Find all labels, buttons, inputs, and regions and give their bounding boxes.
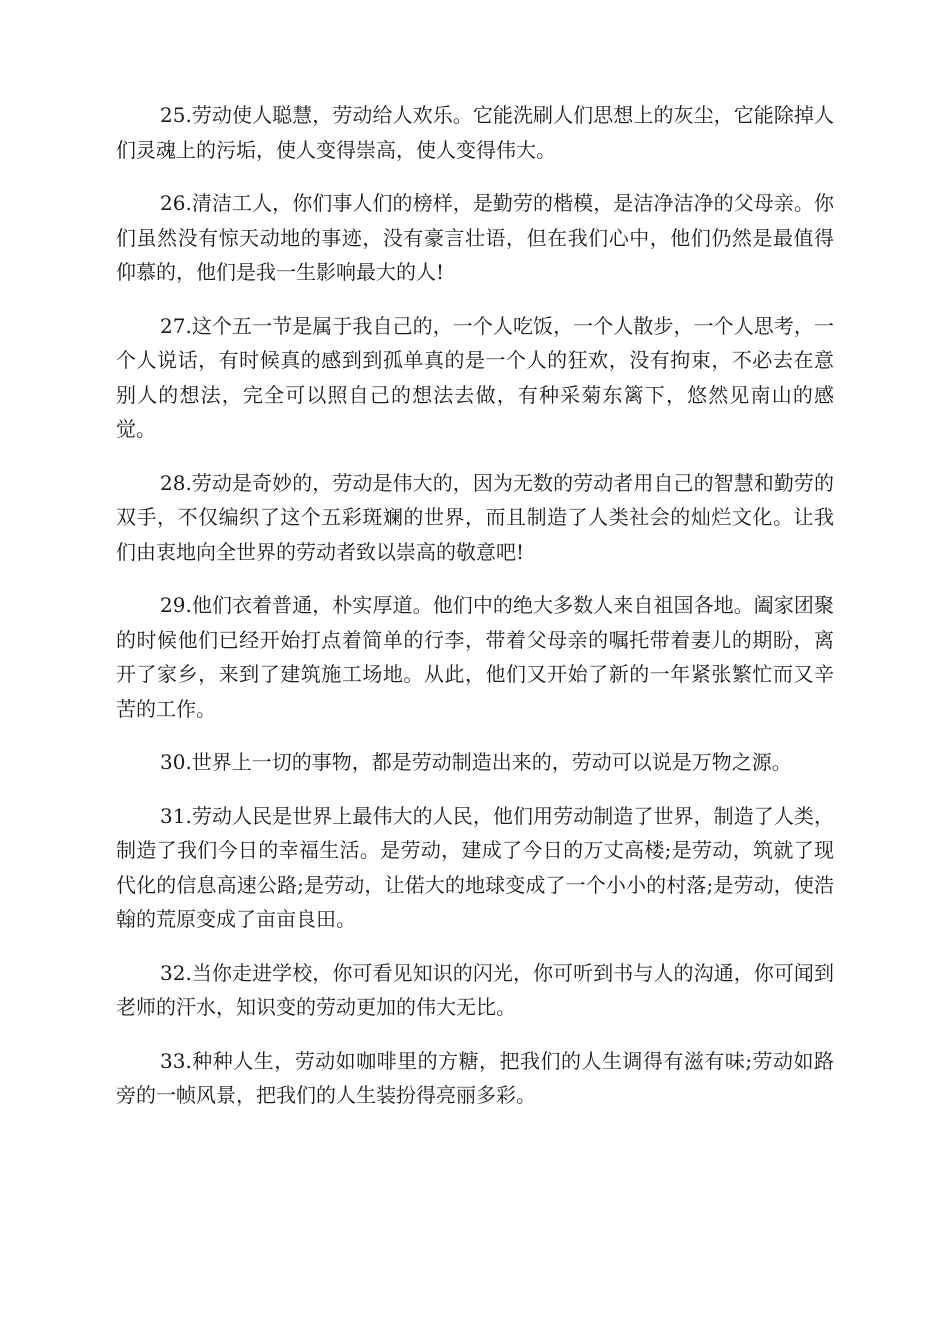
paragraph-29: 29.他们衣着普通，朴实厚道。他们中的绝大多数人来自祖国各地。阖家团聚的时候他们已经开始打点着简单的行李，带着父母亲的嘱托带着妻儿的期盼，离开了家乡，来到了建筑施工场地。从此，他们又开始了新的一年紧张繁忙而又辛苦的工作。	[116, 593, 834, 721]
paragraph-32: 32.当你走进学校，你可看见知识的闪光，你可听到书与人的沟通，你可闻到老师的汗水，知识变的劳动更加的伟大无比。	[116, 960, 834, 1019]
paragraph-31: 31.劳动人民是世界上最伟大的人民，他们用劳动制造了世界，制造了人类，制造了我们今日的幸福生活。是劳动，建成了今日的万丈高楼;是劳动，筑就了现代化的信息高速公路;是劳动，让偌大的地球变成了一个小小的村落;是劳动，使浩翰的荒原变成了亩亩良田。	[116, 803, 834, 931]
paragraph-26: 26.清洁工人，你们事人们的榜样，是勤劳的楷模，是洁净洁净的父母亲。你们虽然没有惊天动地的事迹，没有豪言壮语，但在我们心中，他们仍然是最值得仰慕的，他们是我一生影响最大的人!	[116, 191, 834, 284]
document-body	[116, 98, 834, 1132]
paragraph-27: 27.这个五一节是属于我自己的，一个人吃饭，一个人散步，一个人思考，一个人说话，有时候真的感到到孤单真的是一个人的狂欢，没有拘束，不必去在意别人的想法，完全可以照自己的想法去做，有种采菊东篱下，悠然见南山的感觉。	[116, 313, 834, 441]
paragraph-28: 28.劳动是奇妙的，劳动是伟大的，因为无数的劳动者用自己的智慧和勤劳的双手，不仅编织了这个五彩斑斓的世界，而且制造了人类社会的灿烂文化。让我们由衷地向全世界的劳动者致以崇高的敬意吧!	[116, 470, 834, 564]
paragraph-30: 30.世界上一切的事物，都是劳动制造出来的，劳动可以说是万物之源。	[160, 750, 792, 774]
paragraph-33: 33.种种人生，劳动如咖啡里的方糖，把我们的人生调得有滋有味;劳动如路旁的一帧风景，把我们的人生装扮得亮丽多彩。	[116, 1048, 834, 1107]
paragraph-25: 25.劳动使人聪慧，劳动给人欢乐。它能洗刷人们思想上的灰尘，它能除掉人们灵魂上的污垢，使人变得崇高，使人变得伟大。	[116, 103, 834, 162]
